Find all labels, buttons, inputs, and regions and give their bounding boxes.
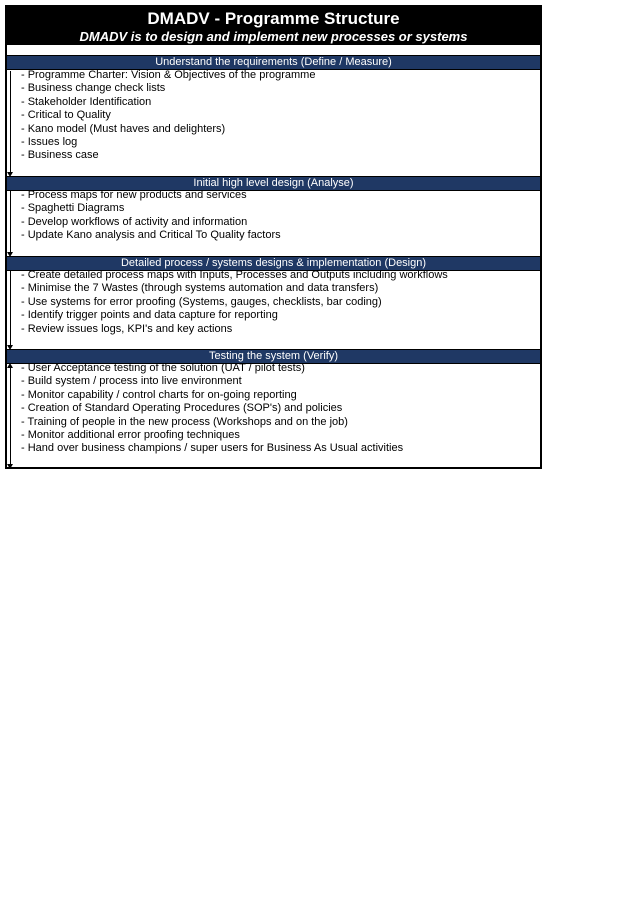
section-list-define-measure	[21, 69, 315, 163]
list-item: - Hand over business champions / super users for Business As Usual activities	[21, 442, 404, 455]
list-item: - Update Kano analysis and Critical To Quality factors	[21, 229, 281, 242]
list-item: - Stakeholder Identification	[21, 95, 152, 108]
arrow-down-icon	[7, 464, 13, 469]
document-header	[7, 7, 540, 45]
list-item: - Business change check lists	[21, 82, 166, 95]
list-item: - Identify trigger points and data capture for reporting	[21, 309, 278, 322]
list-item: - Critical to Quality	[21, 109, 111, 122]
list-item: - Create detailed process maps with Inputs, Processes and Outputs including workflows	[21, 269, 448, 281]
list-item: - Spaghetti Diagrams	[21, 202, 125, 215]
flow-arrow-both	[10, 367, 11, 465]
list-item: - Develop workflows of activity and information	[21, 215, 248, 228]
list-item: - Monitor capability / control charts for on-going reporting	[21, 388, 297, 401]
list-item: - Use systems for error proofing (Systems, gauges, checklists, bar coding)	[21, 295, 382, 308]
list-item: - Issues log	[21, 136, 78, 149]
list-item: - Kano model (Must haves and delighters)	[21, 122, 226, 135]
list-item: - Process maps for new products and services	[21, 189, 247, 201]
list-item: - Creation of Standard Operating Procedures (SOP's) and policies	[21, 402, 343, 415]
section-list-analyse	[21, 189, 281, 243]
list-item: - Monitor additional error proofing techniques	[21, 429, 240, 442]
page-subtitle: DMADV is to design and implement new processes or systems	[79, 29, 468, 44]
programme-structure-document	[5, 5, 542, 469]
section-list-design	[21, 269, 448, 336]
section-heading-define-measure: Understand the requirements (Define / Measure)	[7, 55, 540, 70]
section-list-verify	[21, 362, 403, 456]
section-heading-analyse: Initial high level design (Analyse)	[7, 176, 540, 191]
list-item: - Build system / process into live environment	[21, 375, 242, 388]
section-heading-design: Detailed process / systems designs & implementation (Design)	[7, 256, 540, 271]
arrow-up-icon	[7, 363, 13, 368]
list-item: - Programme Charter: Vision & Objectives of the programme	[21, 69, 316, 81]
page-title: DMADV - Programme Structure	[147, 9, 400, 28]
list-item: - User Acceptance testing of the solution (UAT / pilot tests)	[21, 362, 305, 374]
list-item: - Minimise the 7 Wastes (through systems automation and data transfers)	[21, 282, 379, 295]
flow-arrow-down	[10, 191, 11, 253]
section-heading-verify: Testing the system (Verify)	[7, 349, 540, 364]
list-item: - Training of people in the new process (Workshops and on the job)	[21, 415, 348, 428]
flow-arrow-down	[10, 271, 11, 346]
flow-arrow-down	[10, 71, 11, 173]
list-item: - Review issues logs, KPI's and key actions	[21, 322, 233, 335]
list-item: - Business case	[21, 149, 99, 162]
